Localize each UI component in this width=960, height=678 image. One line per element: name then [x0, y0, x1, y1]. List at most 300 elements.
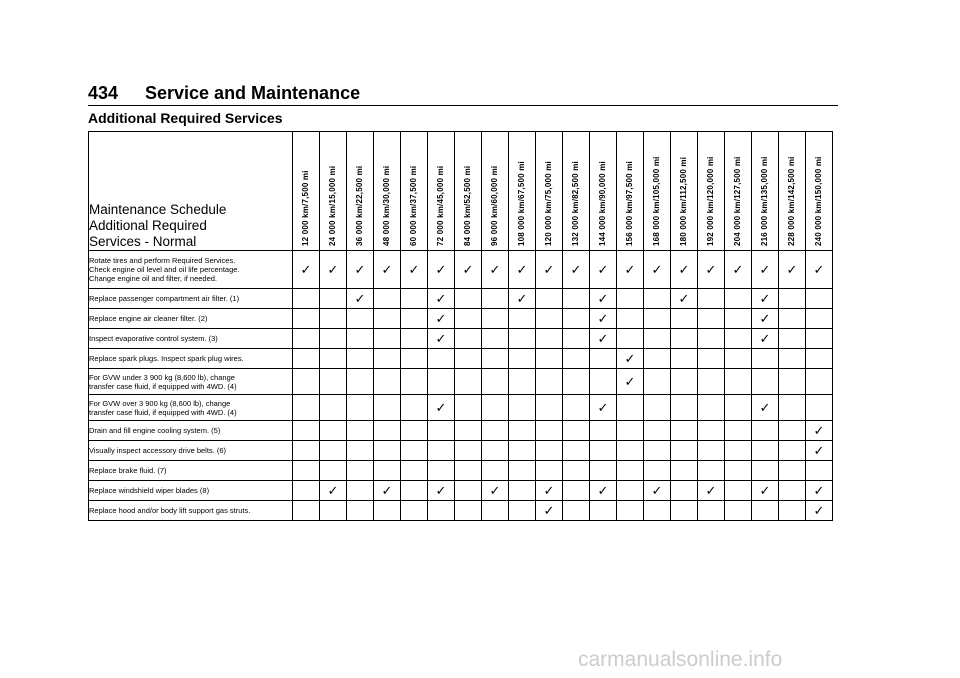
interval-cell: [698, 441, 725, 461]
service-label: Replace engine air cleaner filter. (2): [89, 309, 293, 329]
interval-cell: [455, 501, 482, 521]
table-row: [89, 481, 833, 501]
interval-header: [428, 132, 455, 251]
checkmark-icon: ✓: [651, 482, 663, 498]
interval-cell: [590, 349, 617, 369]
checkmark-icon: ✓: [516, 261, 528, 277]
interval-cell: [779, 501, 806, 521]
section-title: Additional Required Services: [88, 110, 283, 126]
table-row: [89, 329, 833, 349]
interval-cell: [617, 441, 644, 461]
interval-cell: [320, 309, 347, 329]
interval-label: 84 000 km/52,500 mi: [463, 165, 472, 246]
interval-cell: [671, 329, 698, 349]
interval-cell: [428, 289, 455, 309]
interval-cell: [482, 441, 509, 461]
interval-cell: [563, 309, 590, 329]
interval-cell: [374, 501, 401, 521]
interval-cell: [536, 395, 563, 421]
interval-label: 12 000 km/7,500 mi: [301, 170, 310, 246]
interval-cell: [509, 329, 536, 349]
interval-cell: [725, 395, 752, 421]
checkmark-icon: ✓: [597, 261, 609, 277]
table-row: [89, 501, 833, 521]
checkmark-icon: ✓: [327, 482, 339, 498]
service-label: For GVW over 3 900 kg (8,600 lb), change transfer case fluid, if equipped with 4WD. (4): [89, 395, 293, 421]
interval-label: 36 000 km/22,500 mi: [355, 165, 364, 246]
interval-label: 192 000 km/120,000 mi: [706, 156, 715, 246]
interval-cell: [725, 421, 752, 441]
interval-cell: [455, 461, 482, 481]
checkmark-icon: ✓: [408, 261, 420, 277]
interval-cell: [374, 421, 401, 441]
interval-cell: [644, 461, 671, 481]
interval-cell: [536, 501, 563, 521]
corner-line: Additional Required: [89, 218, 207, 233]
interval-label: 144 000 km/90,000 mi: [598, 161, 607, 246]
interval-cell: [563, 501, 590, 521]
interval-label: 204 000 km/127,500 mi: [733, 156, 742, 246]
interval-cell: [698, 369, 725, 395]
interval-cell: [374, 309, 401, 329]
interval-cell: [536, 289, 563, 309]
interval-cell: [401, 395, 428, 421]
interval-cell: [347, 441, 374, 461]
interval-cell: [347, 251, 374, 289]
interval-cell: [806, 309, 833, 329]
interval-cell: [563, 289, 590, 309]
interval-cell: [698, 481, 725, 501]
interval-cell: [347, 501, 374, 521]
interval-cell: [347, 349, 374, 369]
interval-cell: [347, 481, 374, 501]
interval-cell: [374, 395, 401, 421]
interval-cell: [752, 289, 779, 309]
interval-cell: [779, 395, 806, 421]
checkmark-icon: ✓: [813, 502, 825, 518]
table-row: [89, 461, 833, 481]
interval-cell: [374, 441, 401, 461]
interval-cell: [590, 441, 617, 461]
service-label: Drain and fill engine cooling system. (5): [89, 421, 293, 441]
interval-label: 168 000 km/105,000 mi: [652, 156, 661, 246]
table-row: [89, 309, 833, 329]
interval-cell: [752, 251, 779, 289]
interval-cell: [644, 421, 671, 441]
interval-label: 216 000 km/135,000 mi: [760, 156, 769, 246]
interval-cell: [293, 251, 320, 289]
interval-cell: [536, 441, 563, 461]
interval-cell: [617, 349, 644, 369]
interval-header: [590, 132, 617, 251]
interval-cell: [671, 395, 698, 421]
interval-cell: [293, 421, 320, 441]
checkmark-icon: ✓: [435, 399, 447, 415]
checkmark-icon: ✓: [543, 261, 555, 277]
interval-cell: [482, 461, 509, 481]
interval-cell: [698, 395, 725, 421]
interval-cell: [509, 309, 536, 329]
interval-cell: [779, 251, 806, 289]
interval-cell: [563, 349, 590, 369]
interval-cell: [617, 251, 644, 289]
service-label: Inspect evaporative control system. (3): [89, 329, 293, 349]
interval-cell: [455, 441, 482, 461]
interval-cell: [536, 421, 563, 441]
interval-cell: [428, 349, 455, 369]
interval-cell: [725, 441, 752, 461]
checkmark-icon: ✓: [354, 261, 366, 277]
interval-cell: [671, 421, 698, 441]
interval-cell: [401, 251, 428, 289]
interval-cell: [806, 461, 833, 481]
interval-cell: [482, 395, 509, 421]
interval-cell: [374, 251, 401, 289]
interval-cell: [347, 421, 374, 441]
interval-cell: [401, 329, 428, 349]
interval-cell: [590, 481, 617, 501]
interval-cell: [536, 329, 563, 349]
checkmark-icon: ✓: [651, 261, 663, 277]
watermark: carmanualsonline.info: [578, 648, 783, 671]
interval-cell: [374, 329, 401, 349]
interval-cell: [455, 329, 482, 349]
service-label: Replace hood and/or body lift support gas struts.: [89, 501, 293, 521]
interval-cell: [563, 329, 590, 349]
checkmark-icon: ✓: [435, 310, 447, 326]
interval-cell: [671, 369, 698, 395]
interval-cell: [293, 349, 320, 369]
checkmark-icon: ✓: [759, 330, 771, 346]
interval-cell: [806, 251, 833, 289]
interval-cell: [671, 251, 698, 289]
interval-header: [752, 132, 779, 251]
interval-cell: [347, 395, 374, 421]
checkmark-icon: ✓: [759, 482, 771, 498]
interval-cell: [806, 441, 833, 461]
interval-cell: [482, 329, 509, 349]
checkmark-icon: ✓: [543, 502, 555, 518]
interval-cell: [482, 369, 509, 395]
interval-cell: [671, 441, 698, 461]
interval-cell: [725, 461, 752, 481]
interval-cell: [293, 461, 320, 481]
interval-cell: [644, 309, 671, 329]
interval-cell: [590, 309, 617, 329]
checkmark-icon: ✓: [489, 261, 501, 277]
interval-cell: [374, 461, 401, 481]
interval-cell: [671, 481, 698, 501]
interval-label: 60 000 km/37,500 mi: [409, 165, 418, 246]
checkmark-icon: ✓: [300, 261, 312, 277]
interval-label: 48 000 km/30,000 mi: [382, 165, 391, 246]
interval-cell: [779, 461, 806, 481]
page-title: Service and Maintenance: [145, 83, 361, 103]
interval-cell: [617, 329, 644, 349]
interval-cell: [563, 369, 590, 395]
interval-cell: [644, 369, 671, 395]
interval-cell: [590, 461, 617, 481]
interval-cell: [563, 441, 590, 461]
checkmark-icon: ✓: [462, 261, 474, 277]
interval-cell: [644, 289, 671, 309]
table-corner-title: [89, 132, 293, 251]
interval-header: [482, 132, 509, 251]
interval-cell: [644, 251, 671, 289]
table-row: [89, 251, 833, 289]
checkmark-icon: ✓: [624, 350, 636, 366]
interval-cell: [698, 461, 725, 481]
interval-cell: [347, 329, 374, 349]
interval-cell: [563, 481, 590, 501]
checkmark-icon: ✓: [705, 482, 717, 498]
checkmark-icon: ✓: [435, 482, 447, 498]
interval-cell: [428, 309, 455, 329]
page-header: [88, 83, 838, 106]
interval-cell: [293, 395, 320, 421]
interval-label: 108 000 km/67,500 mi: [517, 161, 526, 246]
interval-cell: [482, 349, 509, 369]
interval-header: [644, 132, 671, 251]
interval-cell: [293, 369, 320, 395]
interval-label: 156 000 km/97,500 mi: [625, 161, 634, 246]
interval-label: 96 000 km/60,000 mi: [490, 165, 499, 246]
interval-cell: [401, 461, 428, 481]
checkmark-icon: ✓: [813, 482, 825, 498]
interval-cell: [590, 395, 617, 421]
checkmark-icon: ✓: [732, 261, 744, 277]
interval-cell: [320, 349, 347, 369]
interval-cell: [347, 289, 374, 309]
interval-cell: [563, 461, 590, 481]
interval-header: [725, 132, 752, 251]
interval-cell: [563, 421, 590, 441]
interval-cell: [806, 501, 833, 521]
checkmark-icon: ✓: [678, 261, 690, 277]
interval-cell: [671, 461, 698, 481]
interval-cell: [698, 251, 725, 289]
service-label: Replace windshield wiper blades (8): [89, 481, 293, 501]
interval-header: [779, 132, 806, 251]
checkmark-icon: ✓: [597, 290, 609, 306]
interval-cell: [374, 481, 401, 501]
interval-cell: [455, 421, 482, 441]
interval-header: [455, 132, 482, 251]
interval-cell: [725, 309, 752, 329]
interval-cell: [293, 481, 320, 501]
interval-cell: [671, 289, 698, 309]
interval-cell: [617, 461, 644, 481]
interval-cell: [401, 441, 428, 461]
interval-cell: [644, 441, 671, 461]
interval-cell: [617, 501, 644, 521]
interval-header: [293, 132, 320, 251]
interval-cell: [482, 289, 509, 309]
interval-cell: [401, 421, 428, 441]
checkmark-icon: ✓: [813, 422, 825, 438]
checkmark-icon: ✓: [381, 261, 393, 277]
interval-cell: [401, 369, 428, 395]
interval-header: [320, 132, 347, 251]
interval-cell: [644, 501, 671, 521]
checkmark-icon: ✓: [516, 290, 528, 306]
interval-cell: [752, 349, 779, 369]
interval-cell: [752, 501, 779, 521]
interval-header: [347, 132, 374, 251]
table-row: [89, 289, 833, 309]
checkmark-icon: ✓: [759, 310, 771, 326]
interval-cell: [806, 289, 833, 309]
table-row: [89, 369, 833, 395]
interval-label: 228 000 km/142,500 mi: [787, 156, 796, 246]
interval-cell: [536, 309, 563, 329]
interval-cell: [428, 441, 455, 461]
interval-cell: [428, 395, 455, 421]
interval-cell: [374, 369, 401, 395]
interval-cell: [401, 289, 428, 309]
interval-cell: [509, 441, 536, 461]
interval-cell: [320, 329, 347, 349]
interval-header: [563, 132, 590, 251]
checkmark-icon: ✓: [489, 482, 501, 498]
interval-cell: [806, 481, 833, 501]
interval-label: 240 000 km/150,000 mi: [814, 156, 823, 246]
interval-cell: [428, 329, 455, 349]
interval-cell: [644, 481, 671, 501]
interval-label: 72 000 km/45,000 mi: [436, 165, 445, 246]
checkmark-icon: ✓: [435, 330, 447, 346]
interval-cell: [428, 461, 455, 481]
interval-cell: [644, 395, 671, 421]
interval-header: [698, 132, 725, 251]
interval-cell: [644, 329, 671, 349]
interval-header: [401, 132, 428, 251]
interval-cell: [293, 501, 320, 521]
interval-cell: [293, 441, 320, 461]
interval-cell: [509, 461, 536, 481]
schedule-body: [89, 251, 833, 521]
interval-cell: [779, 289, 806, 309]
interval-cell: [347, 369, 374, 395]
interval-cell: [698, 289, 725, 309]
interval-cell: [401, 501, 428, 521]
interval-cell: [563, 251, 590, 289]
interval-cell: [779, 349, 806, 369]
interval-cell: [725, 251, 752, 289]
interval-cell: [455, 251, 482, 289]
checkmark-icon: ✓: [759, 290, 771, 306]
interval-label: 132 000 km/82,500 mi: [571, 161, 580, 246]
maintenance-schedule-table: [88, 131, 833, 521]
interval-cell: [752, 421, 779, 441]
interval-cell: [482, 481, 509, 501]
interval-cell: [401, 309, 428, 329]
checkmark-icon: ✓: [354, 290, 366, 306]
checkmark-icon: ✓: [813, 442, 825, 458]
interval-cell: [806, 349, 833, 369]
interval-cell: [779, 329, 806, 349]
interval-cell: [482, 501, 509, 521]
interval-cell: [779, 421, 806, 441]
interval-cell: [293, 329, 320, 349]
interval-cell: [617, 481, 644, 501]
checkmark-icon: ✓: [597, 330, 609, 346]
interval-cell: [779, 441, 806, 461]
interval-cell: [428, 501, 455, 521]
interval-cell: [590, 251, 617, 289]
interval-label: 120 000 km/75,000 mi: [544, 161, 553, 246]
interval-cell: [320, 461, 347, 481]
interval-cell: [752, 369, 779, 395]
interval-cell: [320, 289, 347, 309]
interval-cell: [428, 421, 455, 441]
interval-cell: [320, 251, 347, 289]
interval-cell: [509, 251, 536, 289]
interval-cell: [671, 309, 698, 329]
corner-line: Maintenance Schedule: [89, 202, 227, 217]
interval-header: [536, 132, 563, 251]
interval-cell: [671, 501, 698, 521]
interval-cell: [455, 309, 482, 329]
interval-cell: [320, 501, 347, 521]
interval-cell: [509, 289, 536, 309]
interval-cell: [725, 329, 752, 349]
interval-cell: [590, 501, 617, 521]
interval-header: [671, 132, 698, 251]
interval-cell: [644, 349, 671, 369]
interval-cell: [482, 421, 509, 441]
interval-cell: [698, 329, 725, 349]
checkmark-icon: ✓: [543, 482, 555, 498]
interval-cell: [482, 251, 509, 289]
interval-cell: [725, 501, 752, 521]
interval-cell: [725, 289, 752, 309]
interval-cell: [320, 481, 347, 501]
interval-cell: [509, 349, 536, 369]
interval-cell: [455, 395, 482, 421]
interval-cell: [374, 349, 401, 369]
interval-cell: [617, 421, 644, 441]
corner-line: Services - Normal: [89, 234, 197, 249]
checkmark-icon: ✓: [597, 482, 609, 498]
interval-cell: [293, 309, 320, 329]
interval-cell: [293, 289, 320, 309]
interval-cell: [347, 309, 374, 329]
interval-cell: [509, 421, 536, 441]
interval-cell: [698, 349, 725, 369]
service-label: Replace spark plugs. Inspect spark plug wires.: [89, 349, 293, 369]
interval-cell: [752, 329, 779, 349]
interval-cell: [320, 395, 347, 421]
checkmark-icon: ✓: [786, 261, 798, 277]
interval-header: [509, 132, 536, 251]
interval-cell: [590, 421, 617, 441]
interval-cell: [428, 251, 455, 289]
checkmark-icon: ✓: [327, 261, 339, 277]
interval-cell: [347, 461, 374, 481]
checkmark-icon: ✓: [597, 310, 609, 326]
interval-header: [617, 132, 644, 251]
checkmark-icon: ✓: [435, 261, 447, 277]
interval-cell: [455, 289, 482, 309]
interval-cell: [752, 309, 779, 329]
interval-cell: [455, 349, 482, 369]
interval-cell: [617, 289, 644, 309]
service-label: Rotate tires and perform Required Services. Check engine oil level and oil life percentage. Change engine oil and filter, if needed.: [89, 251, 293, 289]
interval-cell: [779, 369, 806, 395]
table-row: [89, 421, 833, 441]
interval-cell: [320, 441, 347, 461]
